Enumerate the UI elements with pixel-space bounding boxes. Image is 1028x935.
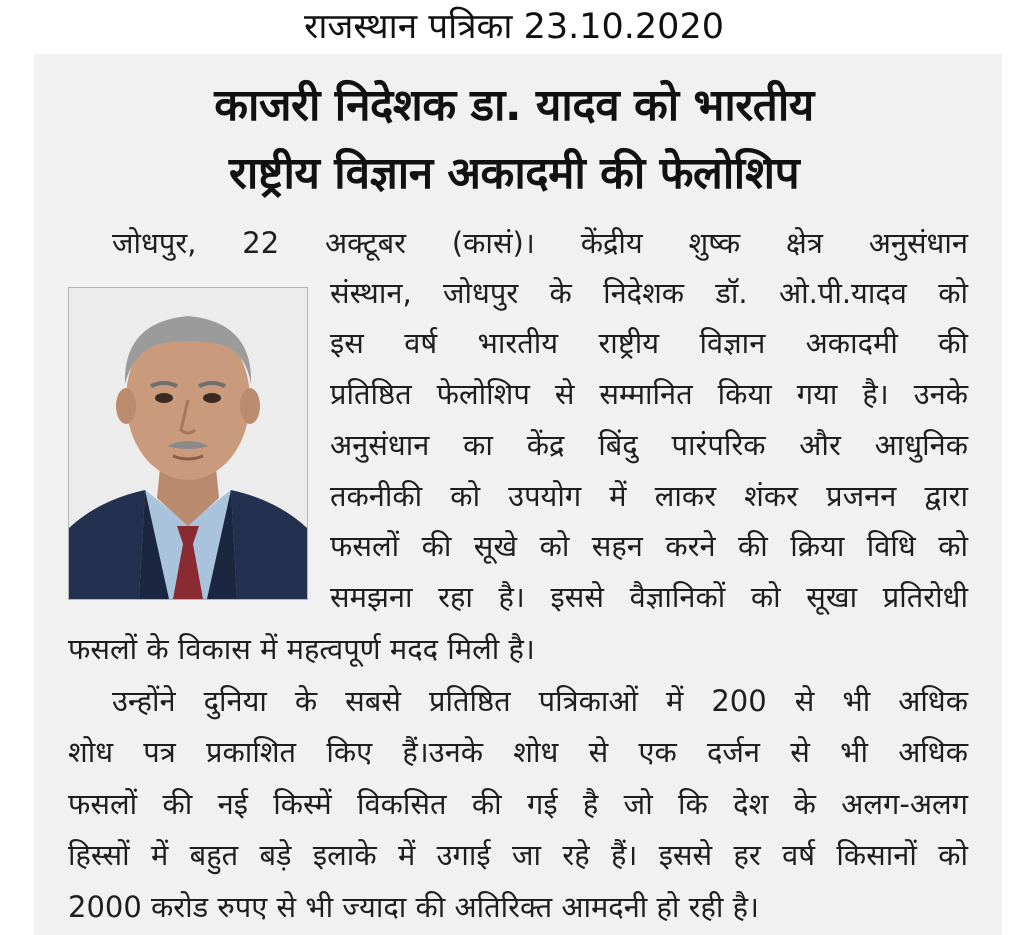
article-line: फसलों की सूखे को सहन करने की क्रिया विधि को bbox=[330, 529, 968, 563]
article-line: 2000 करोड रुपए से भी ज्यादा की अतिरिक्त आमदनी हो रही है। bbox=[68, 890, 760, 924]
headline bbox=[0, 72, 1028, 208]
director-portrait-photo bbox=[68, 287, 308, 600]
article-line: उन्होंने दुनिया के सबसे प्रतिष्ठित पत्रिकाओं में 200 से भी अधिक bbox=[112, 684, 968, 718]
headline-line-2: राष्ट्रीय विज्ञान अकादमी की फेलोशिप bbox=[228, 148, 800, 199]
headline-line-1: काजरी निदेशक डा. यादव को भारतीय bbox=[214, 80, 814, 131]
article-line: हिस्सों में बहुत बड़े इलाके में उगाई जा रहे हैं। इससे हर वर्ष किसानों को bbox=[68, 838, 968, 872]
article-line: अनुसंधान का केंद्र बिंदु पारंपरिक और आधुनिक bbox=[330, 428, 968, 462]
newspaper-caption: राजस्थान पत्रिका 23.10.2020 bbox=[0, 0, 1028, 54]
article-line: प्रतिष्ठित फेलोशिप से सम्मानित किया गया है। उनके bbox=[330, 377, 968, 411]
article-line: फसलों की नई किस्में विकसित की गई है जो कि देश के अलग-अलग bbox=[68, 787, 968, 821]
article-line: संस्थान, जोधपुर के निदेशक डॉ. ओ.पी.यादव को bbox=[330, 276, 968, 310]
article-line: शोध पत्र प्रकाशित किए हैं।उनके शोध से एक दर्जन से भी अधिक bbox=[68, 735, 968, 769]
article-line: जोधपुर, 22 अक्टूबर (कासं)। केंद्रीय शुष्क क्षेत्र अनुसंधान bbox=[112, 226, 968, 260]
article-line: समझना रहा है। इससे वैज्ञानिकों को सूखा प्रतिरोधी bbox=[330, 580, 968, 614]
portrait-illustration bbox=[69, 288, 307, 599]
article-line: इस वर्ष भारतीय राष्ट्रीय विज्ञान अकादमी की bbox=[330, 326, 968, 360]
article-line: फसलों के विकास में महत्वपूर्ण मदद मिली है। bbox=[68, 632, 535, 666]
article-line: तकनीकी को उपयोग में लाकर शंकर प्रजनन द्वारा bbox=[330, 479, 968, 513]
